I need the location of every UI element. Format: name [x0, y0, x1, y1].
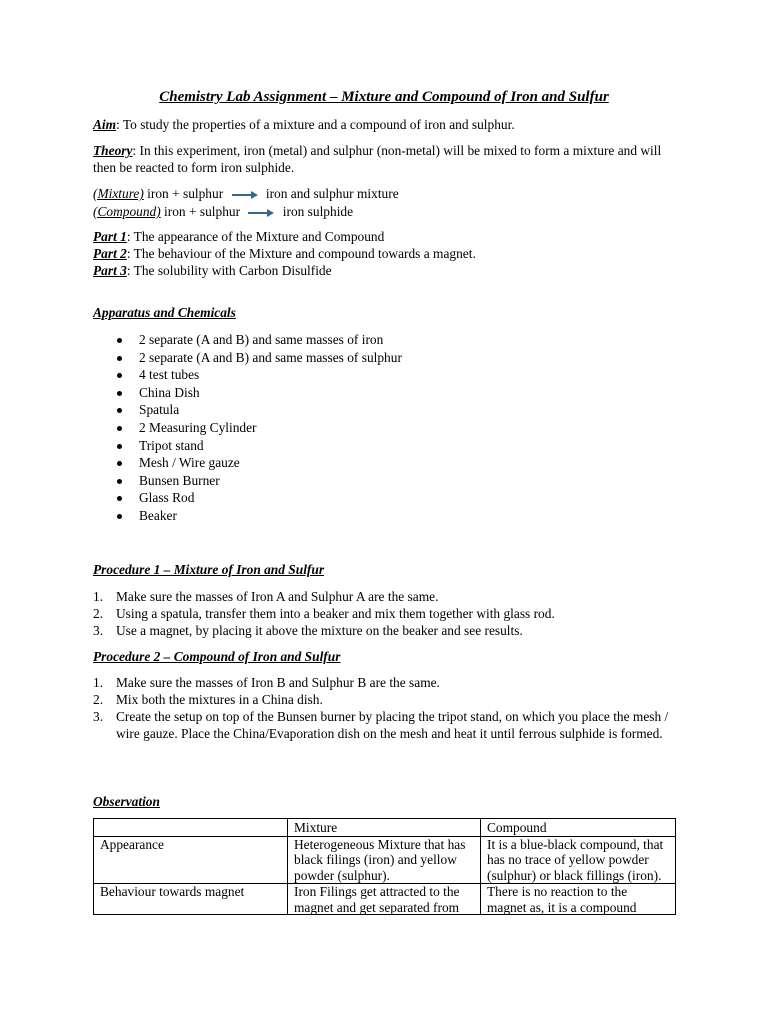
table-cell — [481, 884, 676, 915]
procedure-1-steps — [93, 588, 683, 639]
arrow-right-icon — [247, 208, 275, 218]
list-item — [93, 588, 683, 605]
table-row — [94, 836, 676, 884]
procedure-2-heading: Procedure 2 – Compound of Iron and Sulfur — [93, 649, 341, 664]
equation-right: iron sulphide — [282, 204, 354, 219]
part-2-line — [93, 245, 683, 262]
equation-label: (Compound) — [93, 204, 161, 219]
equation-mixture — [93, 185, 683, 202]
part-label: Part 3 — [93, 263, 127, 278]
list-item: 2 separate (A and B) and same masses of iron — [93, 331, 402, 349]
list-item: 4 test tubes — [93, 366, 402, 384]
apparatus-list — [93, 331, 402, 525]
table-header-cell — [94, 819, 288, 837]
list-item: Mesh / Wire gauze — [93, 454, 402, 472]
procedure-2-steps — [93, 674, 673, 742]
table-cell — [94, 884, 288, 915]
list-item: Tripot stand — [93, 437, 402, 455]
theory-paragraph — [93, 142, 683, 176]
aim-text: : To study the properties of a mixture and a compound of iron and sulphur. — [116, 117, 515, 132]
equation-label: (Mixture) — [93, 186, 144, 201]
step-text: Make sure the masses of Iron B and Sulphur B are the same. — [116, 675, 440, 690]
theory-text: : In this experiment, iron (metal) and sulphur (non-metal) will be mixed to form a mixture and will then be reacted to form iron sulphide. — [93, 143, 662, 175]
list-item: 2 Measuring Cylinder — [93, 419, 402, 437]
part-label: Part 1 — [93, 229, 127, 244]
table-header-row — [94, 819, 676, 837]
part-label: Part 2 — [93, 246, 127, 261]
aim-label: Aim — [93, 117, 117, 132]
part-text: : The appearance of the Mixture and Compound — [126, 229, 385, 244]
step-number: 1. — [93, 675, 104, 690]
table-cell: Heterogeneous Mixture that has black filings (iron) and yellow powder (sulphur). — [288, 836, 481, 884]
table-row — [94, 884, 676, 915]
list-item: Spatula — [93, 401, 402, 419]
equation-left: iron + sulphur — [143, 186, 224, 201]
part-3-line — [93, 262, 683, 279]
step-text: Mix both the mixtures in a China dish. — [116, 692, 323, 707]
table-cell: It is a blue-black compound, that has no trace of yellow powder (sulphur) or black fillings (iron). — [481, 836, 676, 884]
aim-paragraph — [93, 116, 683, 133]
table-header-cell: Mixture — [288, 819, 481, 837]
observation-table — [93, 818, 676, 915]
step-text: Make sure the masses of Iron A and Sulphur A are the same. — [116, 589, 439, 604]
list-item — [93, 622, 683, 639]
arrow-right-icon — [231, 190, 259, 200]
part-1-line — [93, 228, 683, 245]
apparatus-heading: Apparatus and Chemicals — [93, 305, 236, 320]
list-item: 2 separate (A and B) and same masses of sulphur — [93, 349, 402, 367]
list-item — [93, 691, 673, 708]
equation-right: iron and sulphur mixture — [265, 186, 399, 201]
step-number: 2. — [93, 692, 104, 707]
document-title: Chemistry Lab Assignment – Mixture and Compound of Iron and Sulfur — [159, 89, 609, 105]
step-number: 2. — [93, 606, 104, 621]
theory-label: Theory — [93, 143, 133, 158]
step-text: Use a magnet, by placing it above the mixture on the beaker and see results. — [116, 623, 523, 638]
list-item: China Dish — [93, 384, 402, 402]
step-text: Using a spatula, transfer them into a beaker and mix them together with glass rod. — [116, 606, 555, 621]
observation-heading: Observation — [93, 794, 160, 809]
part-text: : The solubility with Carbon Disulfide — [126, 263, 332, 278]
part-text: : The behaviour of the Mixture and compound towards a magnet. — [126, 246, 476, 261]
list-item — [93, 605, 683, 622]
step-number: 1. — [93, 589, 104, 604]
cell-text: There is no reaction to the magnet as, it is a compound — [487, 884, 637, 914]
list-item: Beaker — [93, 507, 402, 525]
list-item — [93, 674, 673, 691]
list-item: Glass Rod — [93, 489, 402, 507]
table-header-cell: Compound — [481, 819, 676, 837]
list-item: Bunsen Burner — [93, 472, 402, 490]
step-number: 3. — [93, 623, 104, 638]
list-item — [93, 708, 673, 742]
equation-compound — [93, 203, 683, 220]
cell-text: Iron Filings get attracted to the magnet and get separated from — [294, 884, 460, 914]
step-text: Create the setup on top of the Bunsen burner by placing the tripot stand, on which you place the mesh / wire gauze. Place the China/Evaporation dish on the mesh and heat it until ferrous sulphide is formed. — [116, 709, 669, 741]
step-number: 3. — [93, 709, 104, 724]
table-cell — [288, 884, 481, 915]
cell-text: Behaviour towards magnet — [100, 884, 245, 899]
procedure-1-heading: Procedure 1 – Mixture of Iron and Sulfur — [93, 562, 325, 577]
equation-left: iron + sulphur — [160, 204, 241, 219]
table-cell: Appearance — [94, 836, 288, 884]
